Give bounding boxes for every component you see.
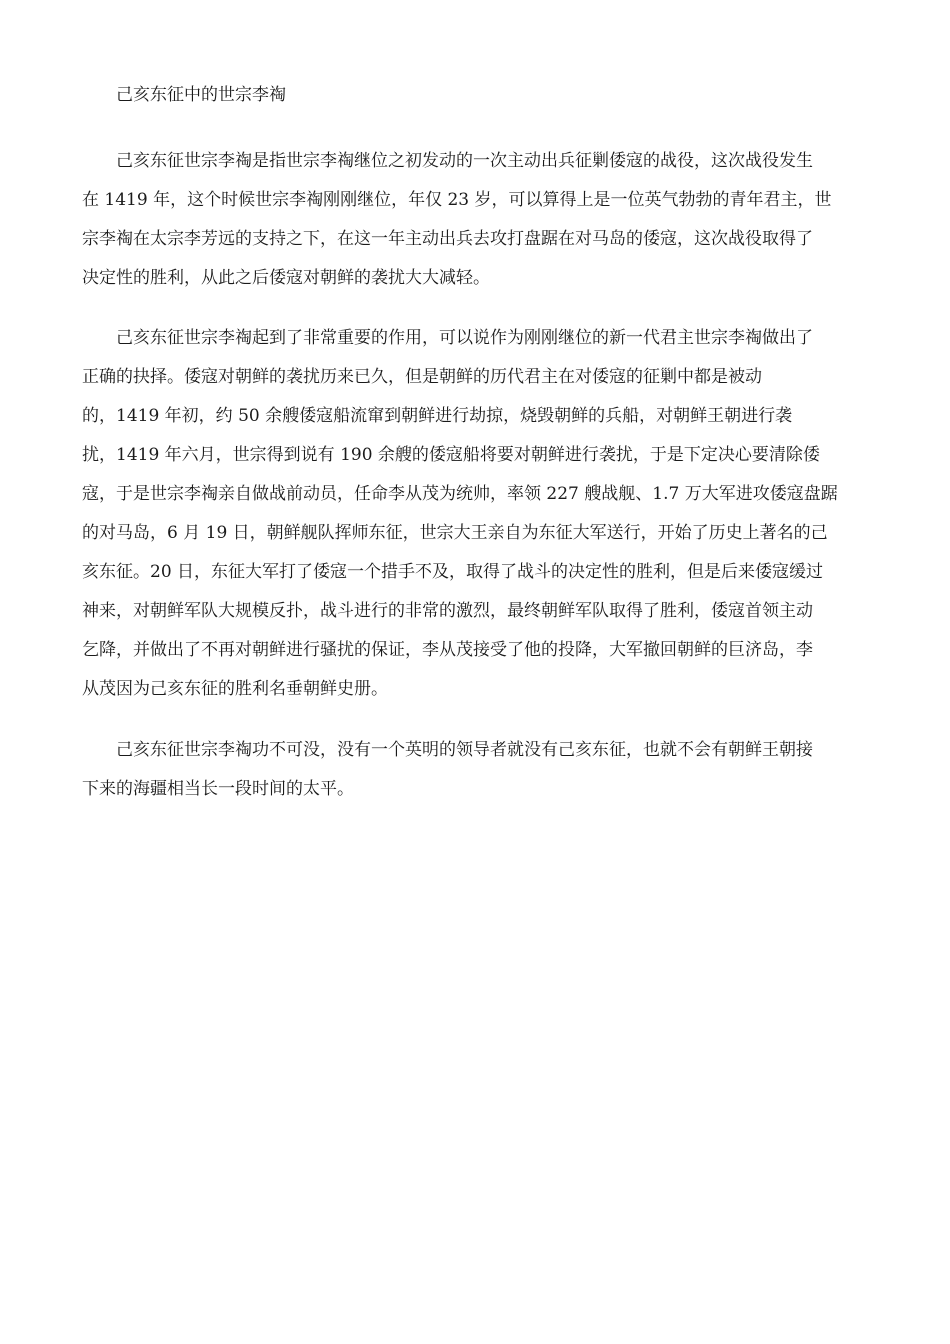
paragraph-line: 己亥东征世宗李祹起到了非常重要的作用，可以说作为刚刚继位的新一代君主世宗李祹做出了 (116, 328, 813, 348)
paragraph-line: 神来，对朝鲜军队大规模反扑，战斗进行的非常的激烈，最终朝鲜军队取得了胜利，倭寇首领主动 (82, 601, 813, 621)
paragraph-line: 正确的抉择。倭寇对朝鲜的袭扰历来已久，但是朝鲜的历代君主在对倭寇的征剿中都是被动 (82, 367, 762, 387)
paragraph-3 (82, 731, 872, 809)
paragraph-line: 决定性的胜利，从此之后倭寇对朝鲜的袭扰大大减轻。 (82, 268, 490, 288)
paragraph-line: 亥东征。20 日，东征大军打了倭寇一个措手不及，取得了战斗的决定性的胜利，但是后来倭寇缓过 (82, 562, 824, 582)
paragraph-2 (82, 319, 872, 709)
document-body (82, 78, 872, 833)
paragraph-line: 下来的海疆相当长一段时间的太平。 (82, 779, 354, 799)
paragraph-line: 己亥东征世宗李祹是指世宗李祹继位之初发动的一次主动出兵征剿倭寇的战役，这次战役发生 (116, 151, 813, 171)
paragraph-line: 寇，于是世宗李祹亲自做战前动员，任命李从茂为统帅，率领 227 艘战舰、1.7 万大军进攻倭寇盘踞 (82, 484, 838, 504)
paragraph-line: 宗李祹在太宗李芳远的支持之下，在这一年主动出兵去攻打盘踞在对马岛的倭寇，这次战役取得了 (82, 229, 813, 249)
document-title: 己亥东征中的世宗李祹 (116, 85, 286, 105)
paragraph-1 (82, 142, 872, 298)
paragraph-line: 在 1419 年，这个时候世宗李祹刚刚继位，年仅 23 岁，可以算得上是一位英气勃勃的青年君主，世 (82, 190, 832, 210)
paragraph-line: 乞降，并做出了不再对朝鲜进行骚扰的保证，李从茂接受了他的投降，大军撤回朝鲜的巨济岛，李 (82, 640, 813, 660)
paragraph-line: 的对马岛，6 月 19 日，朝鲜舰队挥师东征，世宗大王亲自为东征大军送行，开始了历史上著名的己 (82, 523, 828, 543)
paragraph-line: 的，1419 年初，约 50 余艘倭寇船流窜到朝鲜进行劫掠，烧毁朝鲜的兵船，对朝鲜王朝进行袭 (82, 406, 793, 426)
paragraph-line: 从茂因为己亥东征的胜利名垂朝鲜史册。 (82, 679, 388, 699)
paragraph-line: 己亥东征世宗李祹功不可没，没有一个英明的领导者就没有己亥东征，也就不会有朝鲜王朝接 (116, 740, 813, 760)
paragraph-line: 扰，1419 年六月，世宗得到说有 190 余艘的倭寇船将要对朝鲜进行袭扰，于是下定决心要清除倭 (82, 445, 820, 465)
